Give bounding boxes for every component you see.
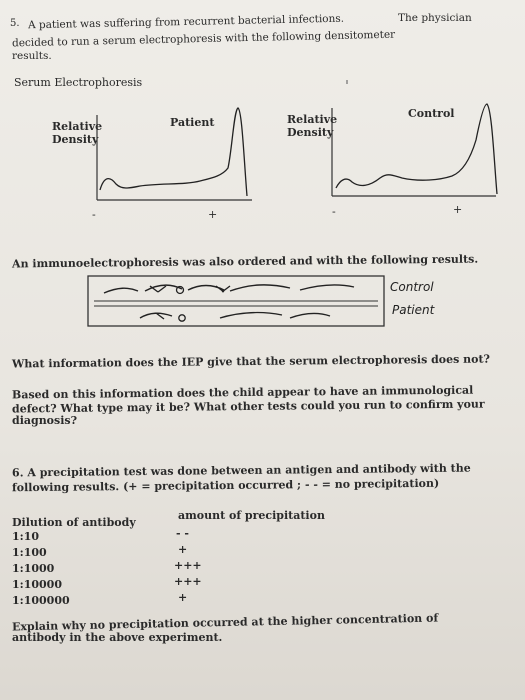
dilution-cell: 1:10: [12, 530, 40, 543]
q6-explain-line2: antibody in the above experiment.: [12, 631, 223, 644]
right-ylabel-density: Density: [287, 126, 334, 139]
amount-cell: +: [178, 591, 188, 604]
q6-line1: 6. A precipitation test was done between an antigen and antibody with the: [11, 461, 471, 480]
control-arcs: [104, 285, 354, 293]
right-ylabel-relative: Relative: [287, 113, 338, 126]
amount-cell: +: [178, 543, 188, 556]
right-minus: -: [332, 205, 336, 218]
dilution-cell: 1:1000: [12, 562, 55, 575]
dilution-cell: 1:100000: [12, 594, 70, 607]
control-trace: [336, 104, 497, 194]
iep-intro: An immunoelectrophoresis was also ordered and with the following results.: [11, 252, 479, 271]
left-ylabel-density: Density: [52, 133, 99, 146]
col-header-dilution: Dilution of antibody: [12, 516, 136, 529]
q5-line3: results.: [12, 50, 52, 62]
right-plus: +: [453, 203, 463, 216]
q5-number: 5.: [10, 18, 20, 29]
question-defect-line3: diagnosis?: [12, 414, 78, 427]
left-ylabel-relative: Relative: [52, 120, 103, 133]
dilution-cell: 1:10000: [12, 578, 62, 591]
left-plus: +: [208, 208, 218, 221]
q6-line2: following results. (+ = precipitation occurred ; - - = no precipitation): [11, 476, 440, 495]
iep-patient-label: Patient: [392, 303, 435, 317]
col-header-amount: amount of precipitation: [178, 509, 325, 522]
q5-line2: decided to run a serum electrophoresis with the following densitometer: [11, 28, 396, 50]
iep-control-label: Control: [390, 280, 434, 294]
patient-arcs: [140, 313, 330, 319]
patient-trace: [100, 108, 247, 196]
serum-title: Serum Electrophoresis: [14, 76, 143, 89]
q6-explain-line1: Explain why no precipitation occurred at the higher concentration of: [11, 611, 439, 634]
question-defect-line1: Based on this information does the child appear to have an immunological: [11, 383, 474, 402]
q5-line1b: The physician: [398, 12, 472, 24]
question-iep-info: What information does the IEP give that the serum electrophoresis does not?: [11, 352, 491, 371]
left-minus: -: [92, 208, 96, 221]
question-defect-line2: defect? What type may it be? What other tests could you run to confirm your: [11, 397, 485, 416]
control-label: Control: [408, 107, 455, 120]
amount-cell: +++: [174, 559, 202, 572]
patient-label: Patient: [170, 116, 215, 129]
amount-cell: +++: [174, 575, 202, 588]
dilution-cell: 1:100: [12, 546, 47, 559]
q5-line1: A patient was suffering from recurrent bacterial infections.: [27, 12, 345, 32]
amount-cell: - -: [176, 527, 189, 540]
